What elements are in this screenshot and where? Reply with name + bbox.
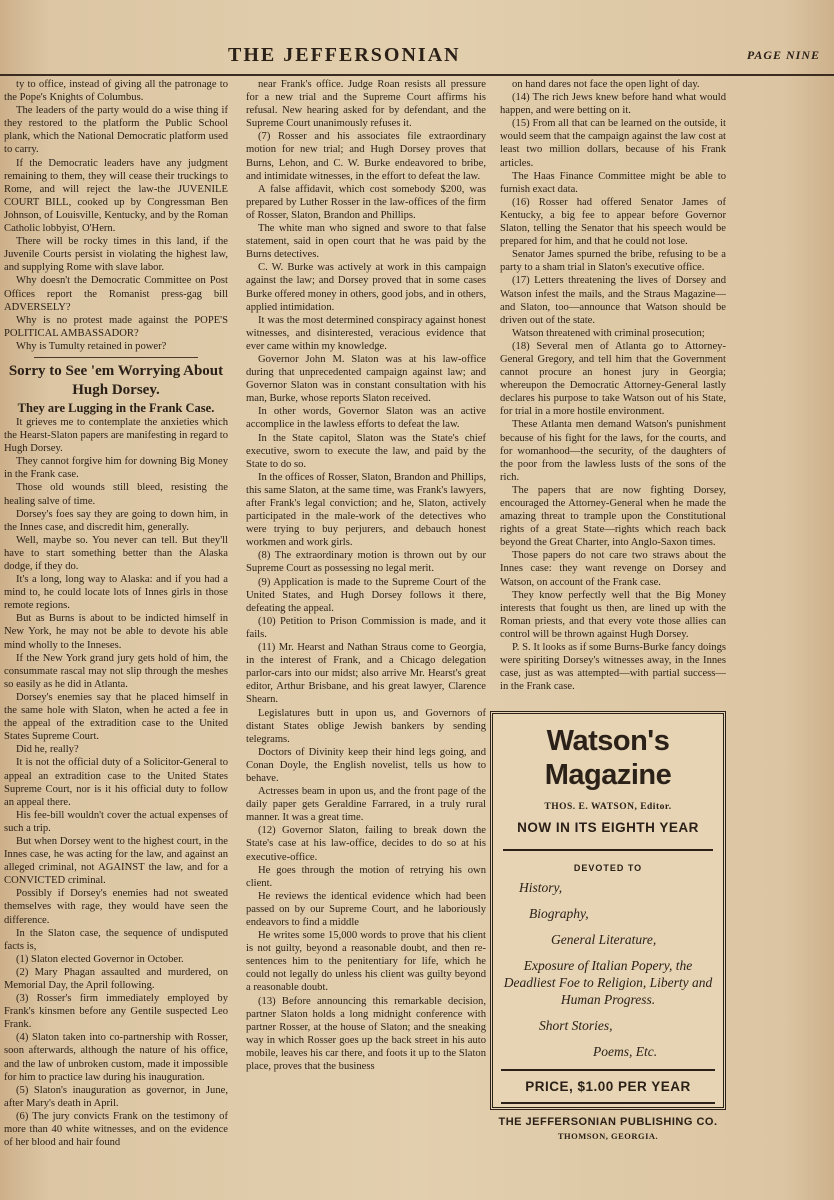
paragraph: (8) The extraordinary motion is thrown out by our Supreme Court as possessing no legal merit. [246, 550, 486, 575]
paragraph: (10) Petition to Prison Commission is made, and it fails. [246, 615, 486, 640]
paragraph: Those old wounds still bleed, resisting the healing salve of time. [4, 482, 228, 507]
paragraph: (7) Rosser and his associates file extraordinary motion for new trial; and Hugh Dorsey proves that Burns, Lehon, and C. W. Burke endeavored to bribe, and intimidate witnesses, in the effort to defeat the law. [246, 131, 486, 182]
paragraph: (15) From all that can be learned on the outside, it would seem that the campaign against the law cost at least two million dollars, because of his Frank articles. [500, 118, 726, 169]
ad-topic-list [493, 879, 723, 1060]
ad-city: THOMSON, GEORGIA. [557, 1131, 659, 1141]
paragraph: In the Slaton case, the sequence of undisputed facts is, [4, 927, 228, 952]
paragraph: ty to office, instead of giving all the patronage to the Pope's Knights of Columbus. [4, 79, 228, 104]
paragraph: (18) Several men of Atlanta go to Attorney-General Gregory, and tell him that the Government cannot procure an honest jury in Georgia; whereupon the Democratic Attorney-General lastly declares his purpose to take Watson out of his State, for trial in a more hostile environment. [500, 340, 726, 418]
paragraph: He writes some 15,000 words to prove that his client is not guilty, beyond a reasonable doubt, and then re-sentences him to the penitentiary for life, which he could not legally do unless his client was guilty beyond a reasonable doubt. [246, 930, 486, 994]
paragraph: A false affidavit, which cost somebody $200, was prepared by Luther Rosser in the law-offices of the firm of Rosser, Slaton, Brandon and Phillips. [246, 183, 486, 221]
paragraph: near Frank's office. Judge Roan resists all pressure for a new trial and the Supreme Court affirms his refusal. New hearing asked for by defendant, and the Supreme Court unanimously refuses it. [246, 79, 486, 130]
paragraph: They know perfectly well that the Big Money interests that fought us then, are lined up with the Roman priests, and that every vote those allies can control will be thrown against Hugh Dorsey. [500, 589, 726, 640]
paragraph: Dorsey's foes say they are going to down him, in the Innes case, and discredit him, generally. [4, 508, 228, 533]
column-left-paragraphs-bottom [4, 416, 228, 1149]
paragraph: It is not the official duty of a Solicitor-General to appeal an extradition case to the United States Supreme Court, nor is it his official duty to follow an appeal there. [4, 757, 228, 808]
paragraph: (4) Slaton taken into co-partnership with Rosser, soon afterwards, although the nature of his office, and the law of unbroken custom, made it impossible for him to practice law during his inauguration. [4, 1032, 228, 1083]
paragraph: The leaders of the party would do a wise thing if they restored to the platform the Public School plank, which the National Democratic platform used to carry. [4, 105, 228, 156]
watsons-magazine-advertisement [490, 711, 726, 1141]
paragraph: The white man who signed and swore to that false statement, said in open court that he was paid by the Burns detectives. [246, 223, 486, 261]
paragraph: (9) Application is made to the Supreme Court of the United States, and Hugh Dorsey follows it there, defeating the appeal. [246, 576, 486, 614]
ad-topic: Exposure of Italian Popery, the Deadliest Foe to Religion, Liberty and Human Progress. [503, 958, 713, 1007]
column-right [500, 78, 726, 706]
paragraph: But when Dorsey went to the highest court, in the Innes case, he was acting for the law, and against an alleged criminal, not AGAINST the law, and for a CONVICTED criminal. [4, 835, 228, 887]
ad-publisher: THE JEFFERSONIAN PUBLISHING CO. [498, 1116, 718, 1128]
column-left [4, 78, 228, 1180]
paragraph: Senator James spurned the bribe, refusing to be a party to a sham trial in Slaton's executive office. [500, 249, 726, 274]
paragraph: Watson threatened with criminal prosecution; [512, 327, 705, 339]
column-middle [246, 78, 486, 1180]
ad-topic: Biography, [529, 906, 589, 921]
masthead: THE JEFFERSONIAN [228, 44, 461, 66]
paragraph: The papers that are now fighting Dorsey, encouraged the Attorney-General when he made the amazing threat to trample upon the Constitutional rights of a great State—rights which reach back beyond the Great Charter, into Anglo-Saxon times. [500, 484, 726, 549]
paragraph: If the New York grand jury gets hold of him, the consummate rascal may not slip through the meshes so easily as he did in Atlanta. [4, 652, 228, 690]
paragraph: (11) Mr. Hearst and Nathan Straus come to Georgia, in the interest of Frank, and a Chicago delegation parlor-cars into our midst; also arrive Mr. Hearst's great editor, Arthur Brisbane, and his great lawyer, Clarence Shearn. [246, 642, 486, 706]
paragraph: (2) Mary Phagan assaulted and murdered, on Memorial Day, the April following. [4, 966, 228, 991]
column-right-paragraphs [500, 78, 726, 693]
page-number: PAGE NINE [746, 48, 820, 62]
paragraph: It's a long, long way to Alaska: and if you had a mind to, he could locate lots of Innes girls in those remote regions. [4, 574, 228, 612]
ad-topic: Short Stories, [539, 1018, 613, 1033]
paragraph: Why doesn't the Democratic Committee on Post Offices report the Romanist press-gag bill ADVERSELY? [4, 275, 228, 313]
paragraph: Governor John M. Slaton was at his law-office during that unprecedented campaign against law; and Governor Slaton was in constant consultation with his man, Burke, whose reports Slaton received. [246, 353, 486, 405]
paragraph: These Atlanta men demand Watson's punishment because of his fight for the laws, for the courts, and for womanhood—the security, of the daughters of the poor from the lawless lusts of the sons of the rich. [500, 419, 726, 483]
paragraph: Why is no protest made against the POPE'S POLITICAL AMBASSADOR? [4, 314, 228, 339]
ad-topic: History, [519, 880, 563, 895]
ad-devoted-to: DEVOTED TO [573, 863, 643, 873]
ad-price: PRICE, $1.00 PER YEAR [501, 1069, 715, 1104]
paragraph: (16) Rosser had offered Senator James of Kentucky, a big fee to appear before Governor Slaton, telling the Senator that his speech would be prepared for him, and that he could not lose. [500, 196, 726, 248]
ad-topic: Poems, Etc. [593, 1044, 658, 1059]
paragraph: (13) Before announcing this remarkable decision, partner Slaton holds a long midnight conference with partner Rosser, at the house of Slaton; and the sneaking way in which Rosser goes up the back street in his auto mobile, leaves his car there, and foots it up to the Slaton place, proves that the business [246, 995, 486, 1073]
paragraph: It was the most determined conspiracy against honest witnesses, and disinterested, veracious evidence that ever came within my knowledge. [246, 314, 486, 352]
page-header [0, 38, 834, 76]
paragraph: He goes through the motion of retrying his own client. [246, 864, 486, 889]
paragraph: (17) Letters threatening the lives of Dorsey and Watson infest the mails, and the Straus Magazine—and Slaton, too—announce that Watson should be driven out of the state. [500, 275, 726, 326]
ad-title: Watson's Magazine [544, 725, 672, 791]
paragraph: Well, maybe so. You never can tell. But they'll have to start something better than the Alaska dodge, if they do. [4, 534, 228, 572]
paragraph: Did he, really? [16, 744, 79, 756]
paragraph: There will be rocky times in this land, if the Juvenile Courts persist in violating the highest law, and supplying Rome with slave labor. [4, 236, 228, 274]
paragraph: If the Democratic leaders have any judgment remaining to them, they will cease their truckings to Rome, and will reject the law-the JUVENILE COURT BILL, cooked up by Congressman Ben Johnson, of Louisville, Kentucky, and by the Roman Catholic lobbyist, O'Hern. [4, 157, 228, 235]
paragraph: In the offices of Rosser, Slaton, Brandon and Phillips, this same Slaton, at the same time, was Frank's lawyers, after Frank's legal conviction; and he, Slaton, actively participated in the male-work of the detectives who were trying to buy perjurers, and debauch honest workmen and work girls. [246, 471, 486, 549]
paragraph: Doctors of Divinity keep their hind legs going, and Conan Doyle, the English novelist, tells us how to behave. [246, 746, 486, 784]
paragraph: P. S. It looks as if some Burns-Burke fancy doings were spiriting Dorsey's witnesses away, in the Innes case, just as was attempted—with partial success—in the Frank case. [500, 642, 726, 693]
column-left-paragraphs-top [4, 78, 228, 353]
paragraph: (14) The rich Jews knew before hand what would happen, and were betting on it. [500, 92, 726, 117]
ad-divider [503, 849, 713, 851]
paragraph: It grieves me to contemplate the anxieties which the Hearst-Slaton papers are manifesting in regard to Hugh Dorsey. [4, 416, 228, 455]
paragraph: Actresses beam in upon us, and the front page of the daily paper gets Geraldine Farrared, in a truly rural manner. It was a great time. [246, 786, 486, 824]
paragraph: (12) Governor Slaton, failing to break down the State's case at his law-office, decides to do so at his executive-office. [246, 825, 486, 863]
paragraph: on hand dares not face the open light of day. [512, 79, 700, 90]
paragraph: (5) Slaton's inauguration as governor, in June, after Mary's death in April. [4, 1084, 228, 1109]
paragraph: (1) Slaton elected Governor in October. [16, 953, 184, 965]
paragraph: His fee-bill wouldn't cover the actual expenses of such a trip. [4, 809, 228, 834]
ad-editor: THOS. E. WATSON, Editor. [544, 802, 672, 812]
section-divider [34, 357, 198, 358]
paragraph: Those papers do not care two straws about the Innes case: they want revenge on Dorsey and Watson, on account of the Frank case. [500, 550, 726, 588]
article-heading: Sorry to See 'em Worrying About Hugh Dorsey. [8, 362, 224, 398]
paragraph: (6) The jury convicts Frank on the testimony of more than 40 white witnesses, and on the evidence of her blood and hair found [4, 1110, 228, 1149]
paragraph: (3) Rosser's firm immediately employed by Frank's kinsmen before any Gentile suspected Leo Frank. [4, 993, 228, 1031]
paragraph: They cannot forgive him for downing Big Money in the Frank case. [4, 456, 228, 481]
paragraph: But as Burns is about to be indicted himself in New York, he may not be able to devote his able mind wholly to the Inneses. [4, 613, 228, 651]
ad-eighth-year: NOW IN ITS EIGHTH YEAR [517, 820, 699, 835]
paragraph: The Haas Finance Committee might be able to furnish exact data. [500, 170, 726, 195]
paragraph: He reviews the identical evidence which had been passed on by our Supreme Court, and he laboriously endeavors to find a middle [246, 890, 486, 928]
article-subheading: They are Lugging in the Frank Case. [17, 400, 215, 415]
paragraph: In the State capitol, Slaton was the State's chief executive, sworn to execute the law, and paid by the State to do so. [246, 432, 486, 470]
ad-topic: General Literature, [551, 932, 657, 947]
paragraph: Why is Tumulty retained in power? [16, 340, 167, 352]
paragraph: Possibly if Dorsey's enemies had not sweated themselves with rage, they would have seen the difference. [4, 888, 228, 926]
paragraph: In other words, Governor Slaton was an active accomplice in the lawless efforts to defeat the law. [246, 406, 486, 431]
paragraph: Dorsey's enemies say that he placed himself in the same hole with Slaton, when he acted a fee in the appeal of the extradition case to the United States Supreme Court. [4, 691, 228, 743]
column-middle-paragraphs [246, 78, 486, 1073]
paragraph: Legislatures butt in upon us, and Governors of distant States oblige Jewish bankers by sending telegrams. [246, 707, 486, 745]
paragraph: C. W. Burke was actively at work in this campaign against the law; and Dorsey proved that in some cases Burke offered money in others, good jobs, and in others, applied intimidation. [246, 262, 486, 313]
